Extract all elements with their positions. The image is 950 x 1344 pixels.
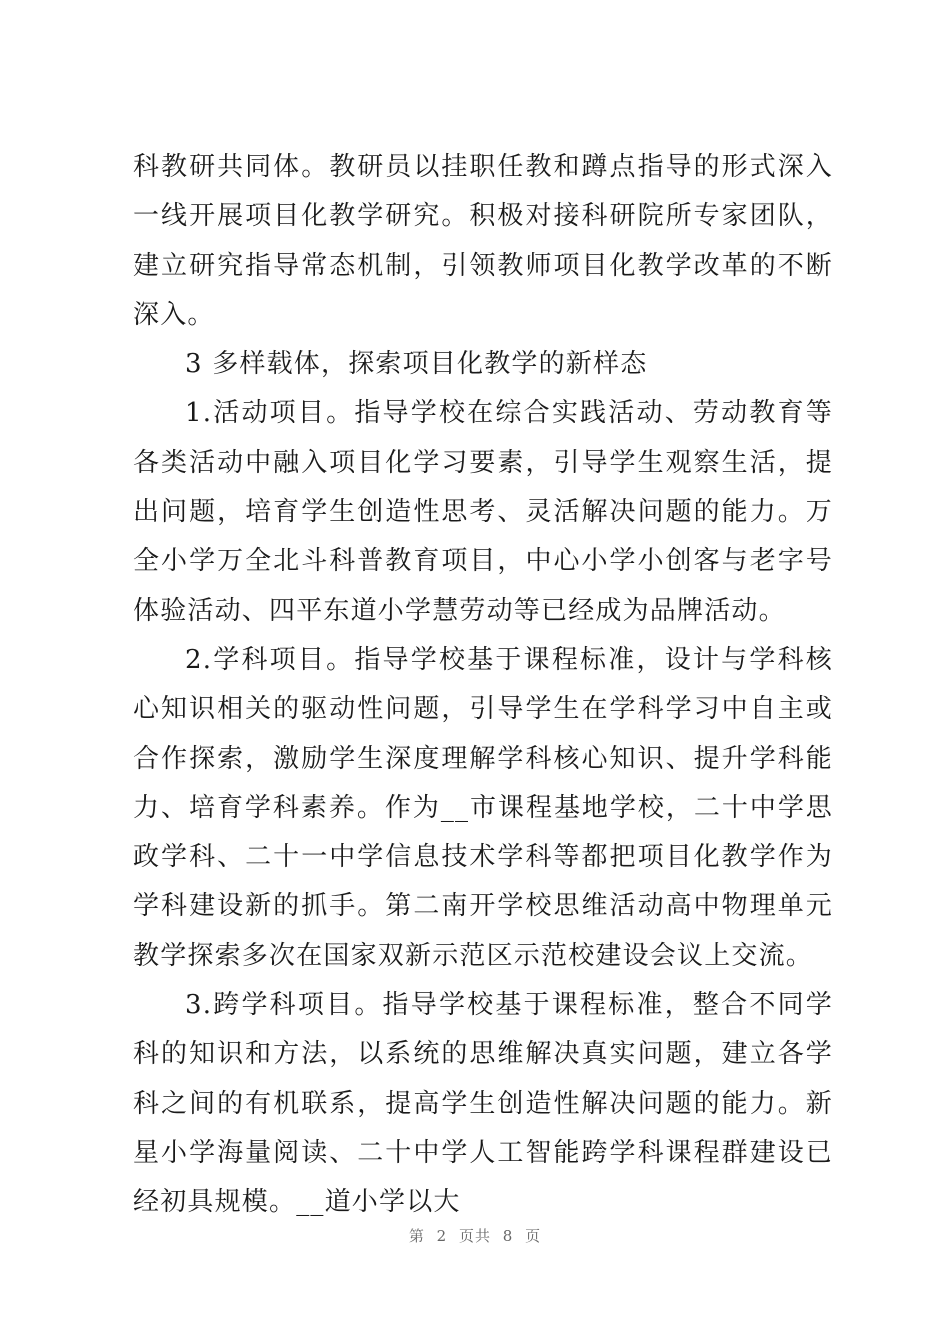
paragraph-activity-project: 1.活动项目。指导学校在综合实践活动、劳动教育等各类活动中融入项目化学习要素，引导学生观察生活，提出问题，培育学生创造性思考、灵活解决问题的能力。万全小学万全北斗科普教育项目，中心小学小创客与老字号体验活动、四平东道小学慧劳动等已经成为品牌活动。: [133, 398, 833, 626]
paragraph-continuation: 科教研共同体。教研员以挂职任教和蹲点指导的形式深入一线开展项目化教学研究。积极对接科研院所专家团队，建立研究指导常态机制，引领教师项目化教学改革的不断深入。: [133, 152, 833, 330]
paragraph-interdisciplinary-project: 3.跨学科项目。指导学校基于课程标准，整合不同学科的知识和方法，以系统的思维解决真实问题，建立各学科之间的有机联系，提高学生创造性解决问题的能力。新星小学海量阅读、二十中学人工智能跨学科课程群建设已经初具规模。__道小学以大: [133, 990, 833, 1218]
footer-current-page: 2: [436, 1227, 448, 1245]
document-body: [133, 143, 833, 1228]
page-footer: [0, 1225, 950, 1246]
footer-total-pages: 8: [502, 1227, 514, 1245]
section-heading: 3 多样载体，探索项目化教学的新样态: [185, 349, 648, 380]
footer-middle: 页共: [458, 1227, 491, 1245]
footer-prefix: 第: [408, 1227, 425, 1245]
paragraph-subject-project: 2.学科项目。指导学校基于课程标准，设计与学科核心知识相关的驱动性问题，引导学生在学科学习中自主或合作探索，激励学生深度理解学科核心知识、提升学科能力、培育学科素养。作为__市课程基地学校，二十中学思政学科、二十一中学信息技术学科等都把项目化教学作为学科建设新的抓手。第二南开学校思维活动高中物理单元教学探索多次在国家双新示范区示范校建设会议上交流。: [133, 644, 833, 971]
footer-suffix: 页: [525, 1227, 542, 1245]
